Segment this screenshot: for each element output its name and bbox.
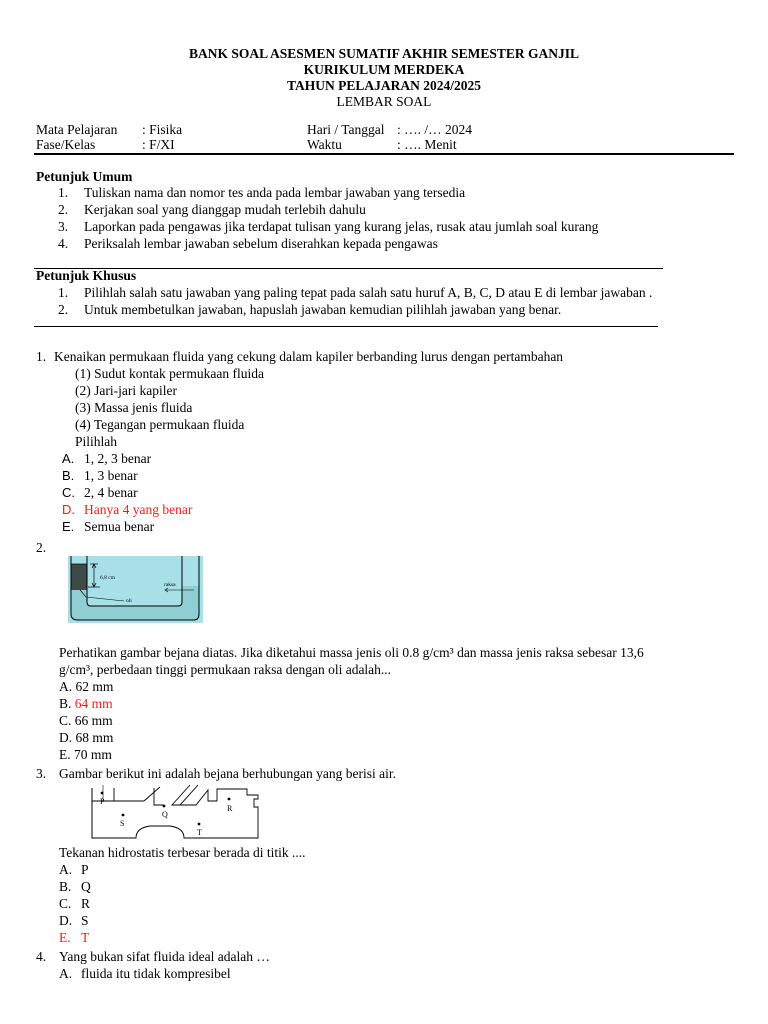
option-d[interactable]: D. S (59, 913, 89, 928)
statement-list (75, 365, 563, 450)
option-a[interactable]: A. 62 mm (59, 679, 114, 694)
option-d[interactable]: D. 68 mm (59, 730, 114, 745)
list-item: 1. Pilihlah salah satu jawaban yang paling tepat pada salah satu huruf A, B, C, D atau E di lembar jawaban . (58, 285, 653, 300)
question-stem: Yang bukan sifat fluida ideal adalah … (59, 949, 270, 964)
list-item: 4. Periksalah lembar jawaban sebelum diserahkan kepada pengawas (58, 236, 438, 251)
list-item: (4) Tegangan permukaan fluida (75, 417, 245, 432)
header-divider (34, 153, 734, 155)
date-label: Hari / Tanggal (307, 122, 385, 137)
option-c[interactable]: C. 66 mm (59, 713, 113, 728)
list-item: 2. Untuk membetulkan jawaban, hapuslah jawaban kemudian pilihlah jawaban yang benar. (58, 302, 562, 317)
option-e-correct[interactable]: E. T (59, 930, 90, 945)
header (0, 46, 768, 110)
time-value: : …. Menit (397, 137, 457, 152)
question-number: 2. (36, 540, 47, 555)
header-title: BANK SOAL ASESMEN SUMATIF AKHIR SEMESTER GANJIL (188, 46, 580, 61)
list-item: 3. Laporkan pada pengawas jika terdapat tulisan yang kurang jelas, rusak atau jumlah soal kurang (58, 219, 599, 234)
subject-label: Mata Pelajaran (36, 122, 118, 137)
subject-value: : Fisika (142, 122, 183, 137)
point-r-label: R (227, 804, 233, 813)
phase-value: : F/XI (142, 137, 175, 152)
option-b[interactable]: B. 1, 3 benar (62, 468, 138, 483)
header-curriculum: KURIKULUM MERDEKA (303, 62, 465, 77)
option-b[interactable]: B. Q (59, 879, 91, 894)
question-stem: Kenaikan permukaan fluida yang cekung dalam kapiler berbanding lurus dengan pertambahan (54, 349, 564, 364)
special-instructions-list (58, 284, 652, 318)
option-c[interactable]: C. 2, 4 benar (62, 485, 138, 500)
question-prompt: Tekanan hidrostatis terbesar berada di titik .... (59, 845, 306, 860)
option-list (59, 861, 305, 946)
general-instructions-list (58, 184, 598, 252)
option-a[interactable]: A. 1, 2, 3 benar (62, 451, 152, 466)
question-stem-continued: g/cm³, perbedaan tinggi permukaan raksa dengan oli adalah... (59, 662, 392, 677)
option-a[interactable]: A. P (59, 862, 89, 877)
option-e[interactable]: E. Semua benar (62, 519, 155, 534)
question-3 (36, 765, 396, 782)
list-item: (1) Sudut kontak permukaan fluida (75, 366, 264, 381)
option-e[interactable]: E. 70 mm (59, 747, 112, 762)
question-prompt: Pilihlah (75, 434, 118, 449)
point-t-label: T (197, 828, 202, 837)
connected-vessel-figure (88, 784, 264, 842)
list-item: (2) Jari-jari kapiler (75, 383, 177, 398)
question-1 (36, 348, 563, 535)
option-a[interactable]: A. fluida itu tidak kompresibel (59, 966, 231, 981)
option-list (59, 678, 644, 763)
option-b-correct[interactable]: B. 64 mm (59, 696, 113, 711)
point-p-label: P (100, 797, 105, 806)
oil-column (71, 564, 87, 590)
option-d-correct[interactable]: D. Hanya 4 yang benar (62, 502, 193, 517)
question-2 (59, 644, 644, 763)
list-item: 1. Tuliskan nama dan nomor tes anda pada lembar jawaban yang tersedia (58, 185, 466, 200)
oil-label: oli (126, 598, 132, 604)
general-instructions-title: Petunjuk Umum (36, 169, 133, 184)
question-number: 1. (36, 349, 47, 364)
divider (34, 326, 658, 327)
time-label: Waktu (307, 137, 342, 152)
option-list (62, 450, 563, 535)
special-instructions-title: Petunjuk Khusus (36, 268, 137, 283)
point-s-label: S (120, 819, 125, 828)
question-stem: Gambar berikut ini adalah bejana berhubungan yang berisi air. (59, 766, 397, 781)
u-tube-figure (68, 556, 203, 623)
header-year: TAHUN PELAJARAN 2024/2025 (286, 78, 481, 93)
date-value: : …. /… 2024 (397, 122, 473, 137)
point-q-label: Q (162, 810, 168, 819)
header-subtitle: LEMBAR SOAL (336, 94, 432, 109)
mercury-label: raksa (164, 582, 176, 588)
question-3-body (59, 844, 305, 946)
option-c[interactable]: C. R (59, 896, 91, 911)
question-4 (36, 948, 270, 982)
question-stem: Perhatikan gambar bejana diatas. Jika diketahui massa jenis oli 0.8 g/cm³ dan massa jenis raksa sebesar 13,6 (59, 645, 644, 660)
phase-label: Fase/Kelas (36, 137, 96, 152)
question-number: 4. (36, 949, 47, 964)
list-item: (3) Massa jenis fluida (75, 400, 193, 415)
question-number: 3. (36, 766, 47, 781)
height-label: 6,8 cm (100, 575, 115, 581)
list-item: 2. Kerjakan soal yang dianggap mudah terlebih dahulu (58, 202, 366, 217)
